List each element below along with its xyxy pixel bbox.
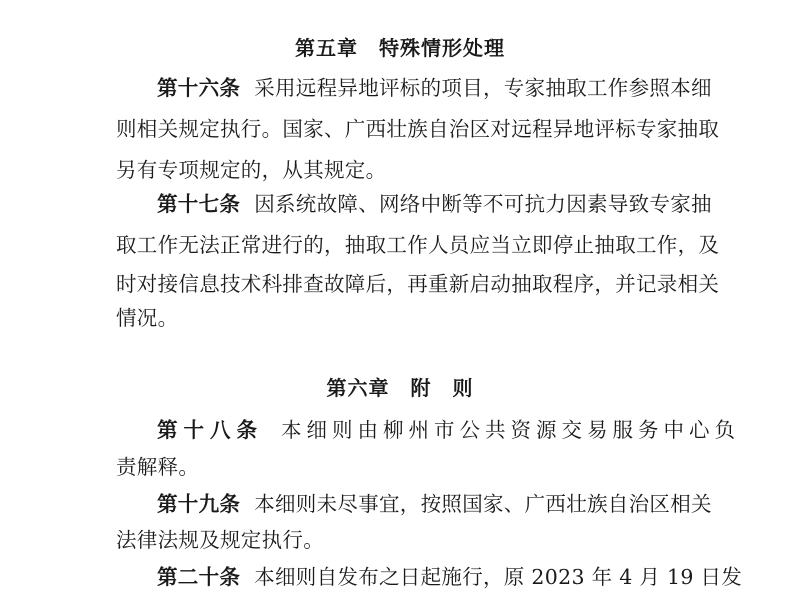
article-19-label: 第十九条 [157, 492, 241, 516]
article-18-text-1: 本细则由柳州市公共资源交易服务中心负 [281, 418, 740, 442]
chapter-5-title: 第五章 特殊情形处理 [295, 36, 505, 60]
article-18-first-line [157, 418, 740, 442]
article-17-first-line [157, 192, 712, 216]
article-20-first-line [157, 565, 743, 589]
article-16-text-3: 另有专项规定的，从其规定。 [116, 158, 387, 182]
article-20-text-1: 本细则自发布之日起施行，原 2023 年 4 月 19 日发 [254, 565, 743, 589]
article-17-text-3: 时对接信息技术科排查故障后，再重新启动抽取程序，并记录相关 [116, 272, 720, 296]
article-17-text-1: 因系统故障、网络中断等不可抗力因素导致专家抽 [254, 192, 712, 216]
article-20-label: 第二十条 [157, 565, 241, 589]
article-18-text-2: 责解释。 [116, 455, 200, 479]
article-17-text-4: 情况。 [116, 306, 179, 330]
article-16-text-1: 采用远程异地评标的项目，专家抽取工作参照本细 [254, 76, 712, 100]
article-17-label: 第十七条 [157, 192, 241, 216]
chapter-6-title: 第六章 附 则 [326, 376, 474, 400]
article-19-first-line [157, 492, 712, 516]
article-19-text-1: 本细则未尽事宜，按照国家、广西壮族自治区相关 [254, 492, 712, 516]
article-19-text-2: 法律法规及规定执行。 [116, 528, 324, 552]
article-16-label: 第十六条 [157, 76, 241, 100]
article-18-label: 第十八条 [157, 418, 263, 442]
article-16-first-line [157, 76, 712, 100]
article-16-text-2: 则相关规定执行。国家、广西壮族自治区对远程异地评标专家抽取 [116, 117, 720, 141]
article-17-text-2: 取工作无法正常进行的，抽取工作人员应当立即停止抽取工作，及 [116, 233, 720, 257]
